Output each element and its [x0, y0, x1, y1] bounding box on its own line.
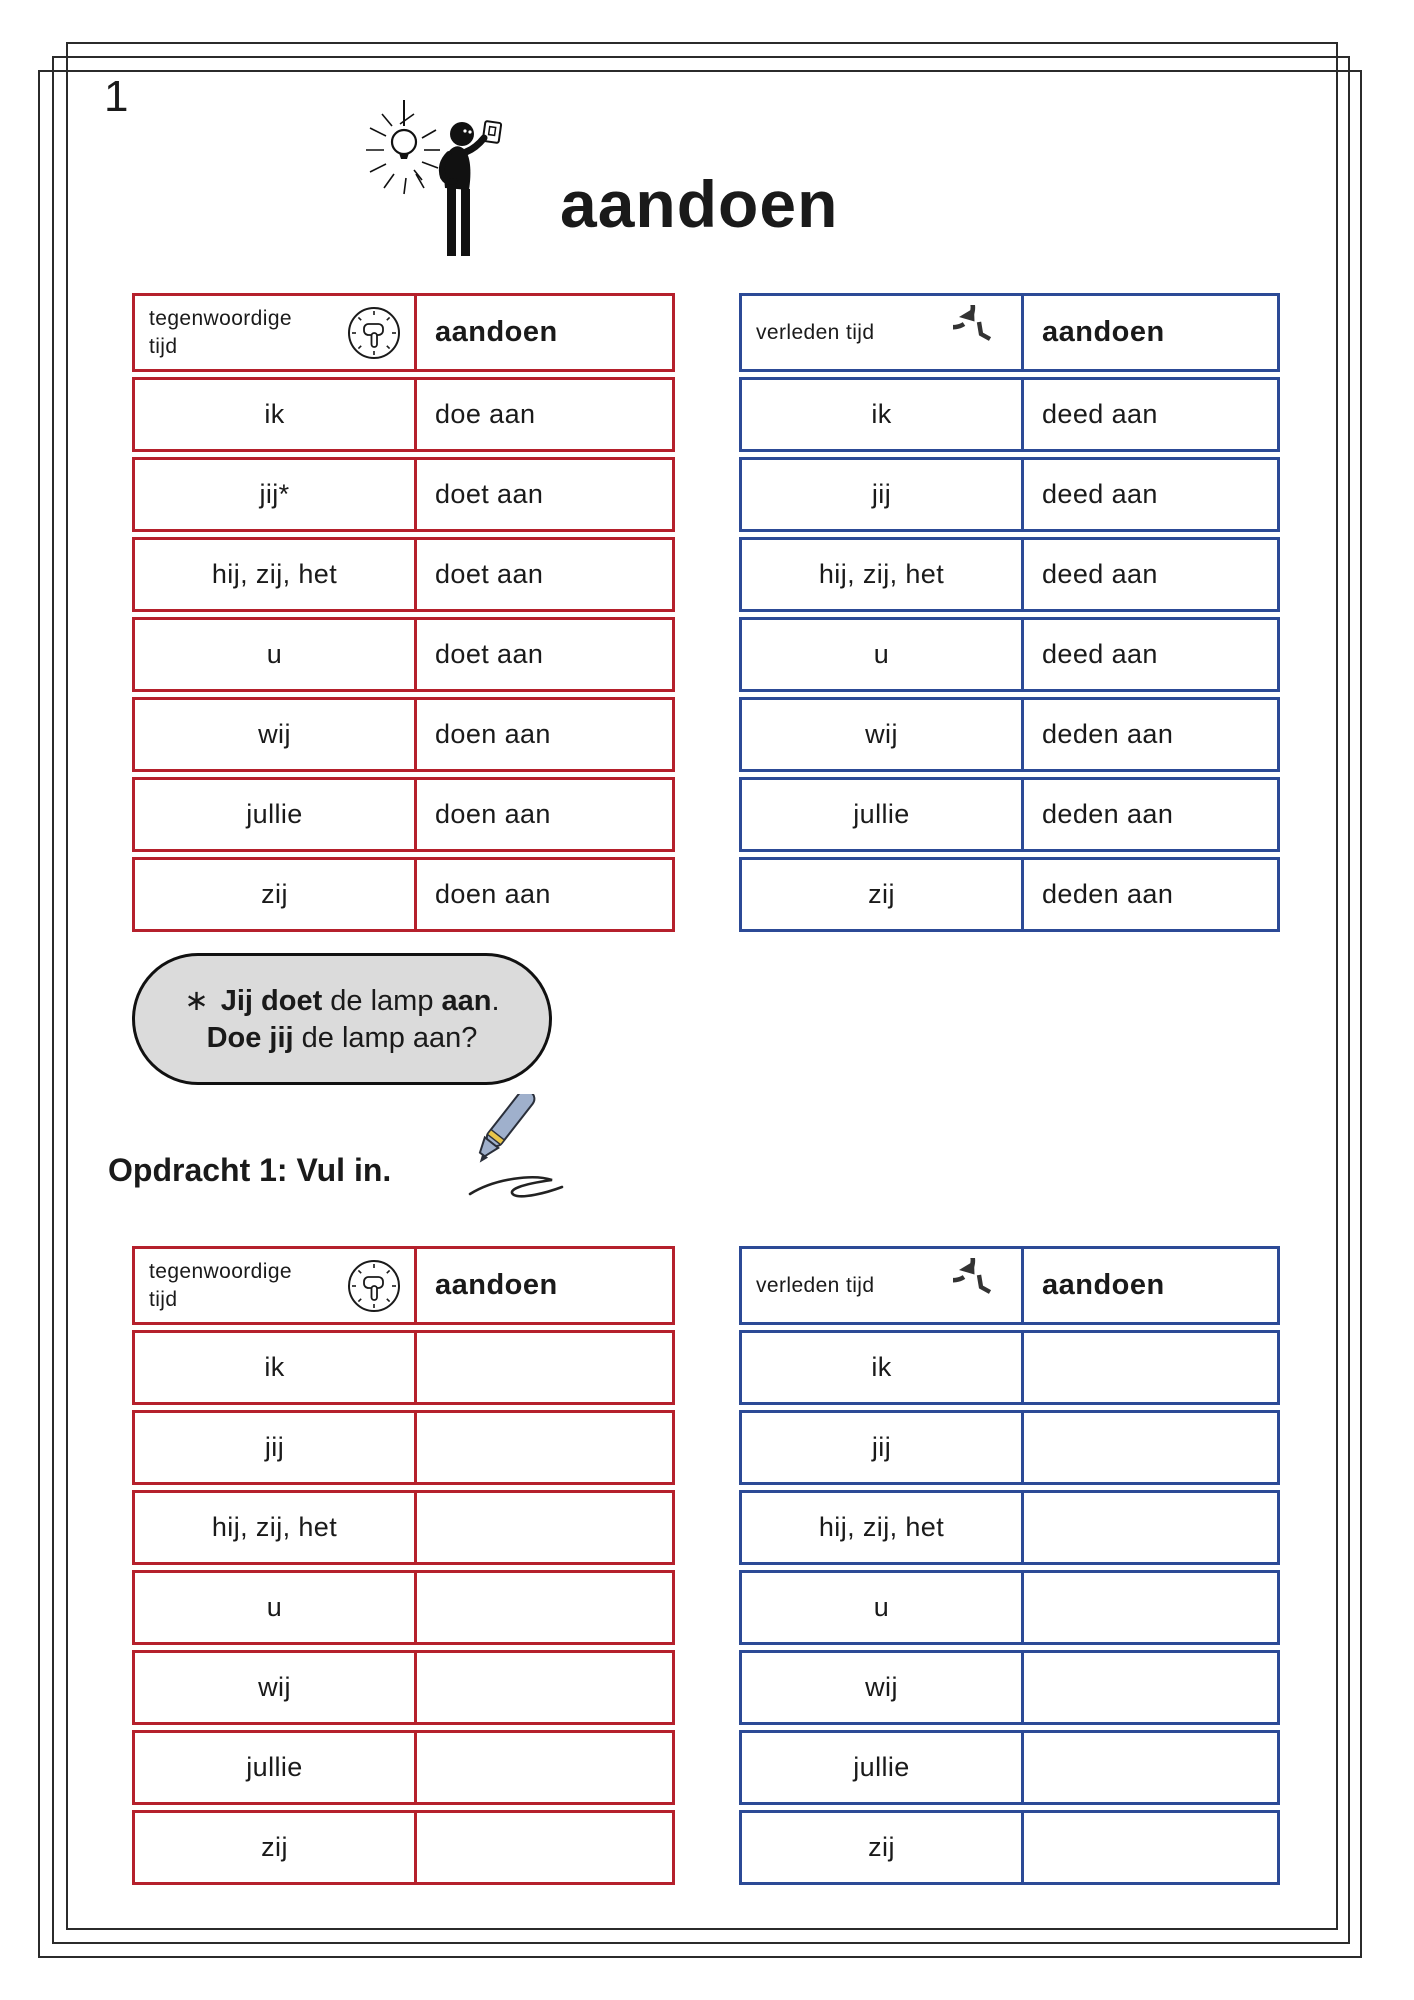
- table-present-blank: [132, 1246, 675, 1885]
- conjugation-value: doe aan: [435, 399, 536, 429]
- table-row: [132, 1650, 675, 1725]
- person-label: jullie: [742, 780, 1024, 849]
- person-label: wij: [135, 700, 417, 769]
- person-label: zij: [135, 1813, 417, 1882]
- person-label: u: [742, 1573, 1024, 1642]
- table-row: [132, 617, 675, 692]
- person-label: jullie: [742, 1733, 1024, 1802]
- verb-header: aandoen: [1042, 316, 1165, 348]
- person-label: wij: [135, 1653, 417, 1722]
- page-number: 1: [104, 72, 129, 121]
- table-row: [739, 777, 1280, 852]
- person-label: zij: [742, 860, 1024, 929]
- table-row: [132, 1810, 675, 1885]
- person-label: zij: [742, 1813, 1024, 1882]
- person-label: u: [135, 620, 417, 689]
- conjugation-value: deed aan: [1042, 639, 1158, 669]
- table-row: [739, 1810, 1280, 1885]
- person-label: jullie: [135, 780, 417, 849]
- conjugation-value: doet aan: [435, 479, 544, 509]
- table-row: [739, 857, 1280, 932]
- person-label: jij: [742, 1413, 1024, 1482]
- past-tense-icon: [953, 1258, 1009, 1314]
- answer-blank[interactable]: [417, 1653, 672, 1722]
- person-label: u: [742, 620, 1024, 689]
- conjugation-value: deed aan: [1042, 399, 1158, 429]
- past-tense-icon: [953, 305, 1009, 361]
- table-row: [739, 377, 1280, 452]
- pen-scribble-icon: [420, 1094, 570, 1214]
- person-label: jullie: [135, 1733, 417, 1802]
- answer-blank[interactable]: [1024, 1733, 1277, 1802]
- person-label: ik: [742, 380, 1024, 449]
- table-header: [739, 293, 1280, 372]
- person-label: jij: [135, 1413, 417, 1482]
- present-tense-icon: [346, 1258, 402, 1314]
- table-past-blank: [739, 1246, 1280, 1885]
- conjugation-value: doet aan: [435, 639, 544, 669]
- table-row: [132, 857, 675, 932]
- table-row: [132, 457, 675, 532]
- answer-blank[interactable]: [1024, 1413, 1277, 1482]
- person-label: jij: [742, 460, 1024, 529]
- asterisk: ∗: [184, 985, 209, 1017]
- table-row: [739, 537, 1280, 612]
- conjugation-value: deden aan: [1042, 879, 1174, 909]
- table-header: [739, 1246, 1280, 1325]
- table-present-filled: [132, 293, 675, 932]
- person-label: wij: [742, 700, 1024, 769]
- table-row: [739, 1730, 1280, 1805]
- answer-blank[interactable]: [1024, 1333, 1277, 1402]
- answer-blank[interactable]: [417, 1333, 672, 1402]
- answer-blank[interactable]: [1024, 1813, 1277, 1882]
- table-row: [132, 1730, 675, 1805]
- person-label: ik: [135, 1333, 417, 1402]
- conjugation-value: doet aan: [435, 559, 544, 589]
- table-header: [132, 1246, 675, 1325]
- table-row: [132, 697, 675, 772]
- note-bubble: [132, 953, 552, 1085]
- note-line-1: ∗ Jij doet de lamp aan.: [184, 985, 500, 1017]
- verb-header: aandoen: [1042, 1269, 1165, 1301]
- answer-blank[interactable]: [1024, 1493, 1277, 1562]
- person-label: ik: [742, 1333, 1024, 1402]
- person-label: wij: [742, 1653, 1024, 1722]
- conjugation-value: doen aan: [435, 879, 551, 909]
- table-row: [132, 537, 675, 612]
- tense-label: verleden tijd: [756, 320, 875, 344]
- answer-blank[interactable]: [417, 1413, 672, 1482]
- answer-blank[interactable]: [417, 1813, 672, 1882]
- table-row: [132, 1330, 675, 1405]
- person-label: ik: [135, 380, 417, 449]
- tense-label: tegenwoordige tijd: [149, 1260, 292, 1311]
- table-row: [739, 1490, 1280, 1565]
- conjugation-value: doen aan: [435, 799, 551, 829]
- table-row: [739, 617, 1280, 692]
- person-label: jij*: [135, 460, 417, 529]
- conjugation-value: deden aan: [1042, 799, 1174, 829]
- table-past-filled: [739, 293, 1280, 932]
- person-lightbulb-icon: [358, 100, 518, 258]
- table-row: [739, 457, 1280, 532]
- table-row: [739, 1410, 1280, 1485]
- conjugation-value: deden aan: [1042, 719, 1174, 749]
- tense-label: verleden tijd: [756, 1273, 875, 1297]
- table-row: [132, 777, 675, 852]
- person-label: hij, zij, het: [135, 1493, 417, 1562]
- table-header: [132, 293, 675, 372]
- table-row: [739, 1570, 1280, 1645]
- conjugation-value: doen aan: [435, 719, 551, 749]
- answer-blank[interactable]: [1024, 1653, 1277, 1722]
- table-row: [739, 697, 1280, 772]
- table-row: [132, 1570, 675, 1645]
- table-row: [132, 377, 675, 452]
- verb-header: aandoen: [435, 1269, 558, 1301]
- page-title: aandoen: [560, 167, 839, 241]
- table-row: [739, 1330, 1280, 1405]
- present-tense-icon: [346, 305, 402, 361]
- person-label: hij, zij, het: [135, 540, 417, 609]
- person-label: hij, zij, het: [742, 1493, 1024, 1562]
- answer-blank[interactable]: [1024, 1573, 1277, 1642]
- table-row: [132, 1410, 675, 1485]
- note-line-2: Doe jij de lamp aan?: [206, 1022, 478, 1054]
- tense-label: tegenwoordige tijd: [149, 307, 292, 358]
- answer-blank[interactable]: [417, 1733, 672, 1802]
- conjugation-value: deed aan: [1042, 559, 1158, 589]
- person-label: u: [135, 1573, 417, 1642]
- answer-blank[interactable]: [417, 1573, 672, 1642]
- verb-header: aandoen: [435, 316, 558, 348]
- person-label: hij, zij, het: [742, 540, 1024, 609]
- exercise-heading: Opdracht 1: Vul in.: [108, 1152, 392, 1188]
- table-row: [132, 1490, 675, 1565]
- table-row: [739, 1650, 1280, 1725]
- person-label: zij: [135, 860, 417, 929]
- answer-blank[interactable]: [417, 1493, 672, 1562]
- conjugation-value: deed aan: [1042, 479, 1158, 509]
